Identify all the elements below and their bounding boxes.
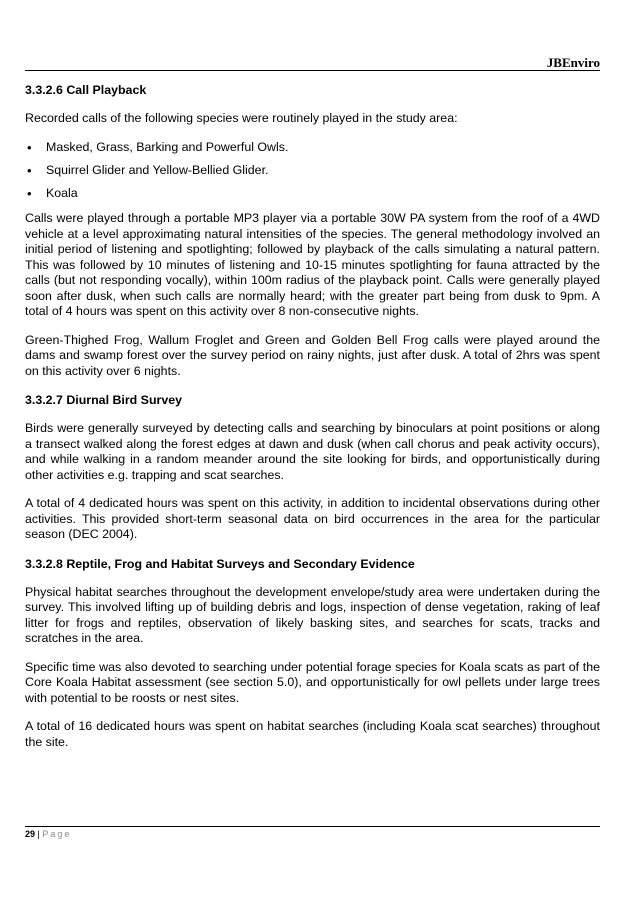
list-item: • Squirrel Glider and Yellow-Bellied Glider. xyxy=(25,163,600,179)
page-number: 29 xyxy=(25,829,36,839)
paragraph: Green-Thighed Frog, Wallum Froglet and Green and Golden Bell Frog calls were played around the dams and swamp forest over the survey period on rainy nights, just after dusk. A total of 2hrs was spent on this activity over 6 nights. xyxy=(25,332,600,378)
paragraph: Birds were generally surveyed by detecting calls and searching by binoculars at point positions or along a transect walked along the forest edges at dawn and dusk (when call chorus and peak activity occurs), and while walking in a random meander around the site looking for birds, and opportunistically during other activities e.g. trapping and scat searches. xyxy=(25,421,600,482)
page-footer xyxy=(25,829,71,839)
document-body xyxy=(25,82,600,763)
section-habitat-surveys xyxy=(25,556,600,751)
paragraph: Physical habitat searches throughout the development envelope/study area were undertaken during the survey. This involved lifting up of building debris and logs, inspection of dense vegetation, raking of leaf litter for frogs and reptiles, observation of likely basking sites, and searches for scats, tracks and scratches in the area. xyxy=(25,584,600,645)
header-divider xyxy=(25,70,600,71)
species-list xyxy=(25,140,600,202)
paragraph: Specific time was also devoted to searching under potential forage species for Koala scats as part of the Core Koala Habitat assessment (see section 5.0), and opportunistically for owl pellets under large trees with potential to be roosts or nest sites. xyxy=(25,659,600,705)
page-label: Page xyxy=(42,829,72,839)
paragraph: Calls were played through a portable MP3 player via a portable 30W PA system from the roof of a 4WD vehicle at a level approximating natural intensities of the species. The general methodology involved an initial period of listening and spotlighting; followed by playback of the calls simulating a natural pattern. This was followed by 10 minutes of listening and 10-15 minutes spotlighting for fauna attracted by the calls (but not responding vocally), within 100m radius of the playback point. Calls were generally played soon after dusk, when such calls are normally heard; with the greater part being from dusk to 9pm. A total of 4 hours was spent on this activity over 8 non-consecutive nights. xyxy=(25,211,600,318)
section-diurnal-bird-survey xyxy=(25,392,600,543)
list-item: • Masked, Grass, Barking and Powerful Owls. xyxy=(25,140,600,156)
section-heading: 3.3.2.6 Call Playback xyxy=(25,83,147,97)
section-heading: 3.3.2.7 Diurnal Bird Survey xyxy=(25,393,183,407)
header-brand: JBEnviro xyxy=(546,55,600,70)
paragraph: A total of 16 dedicated hours was spent on habitat searches (including Koala scat searches) throughout the site. xyxy=(25,719,600,749)
paragraph: Recorded calls of the following species were routinely played in the study area: xyxy=(25,111,458,125)
section-heading: 3.3.2.8 Reptile, Frog and Habitat Surveys and Secondary Evidence xyxy=(25,556,415,571)
paragraph: A total of 4 dedicated hours was spent on this activity, in addition to incidental observations during other activities. This provided short-term seasonal data on bird occurrences in the area for the particular season (DEC 2004). xyxy=(25,496,600,541)
footer-divider xyxy=(25,826,600,827)
section-call-playback xyxy=(25,82,600,379)
list-item: • Koala xyxy=(25,186,600,202)
footer-separator: | xyxy=(35,829,43,839)
